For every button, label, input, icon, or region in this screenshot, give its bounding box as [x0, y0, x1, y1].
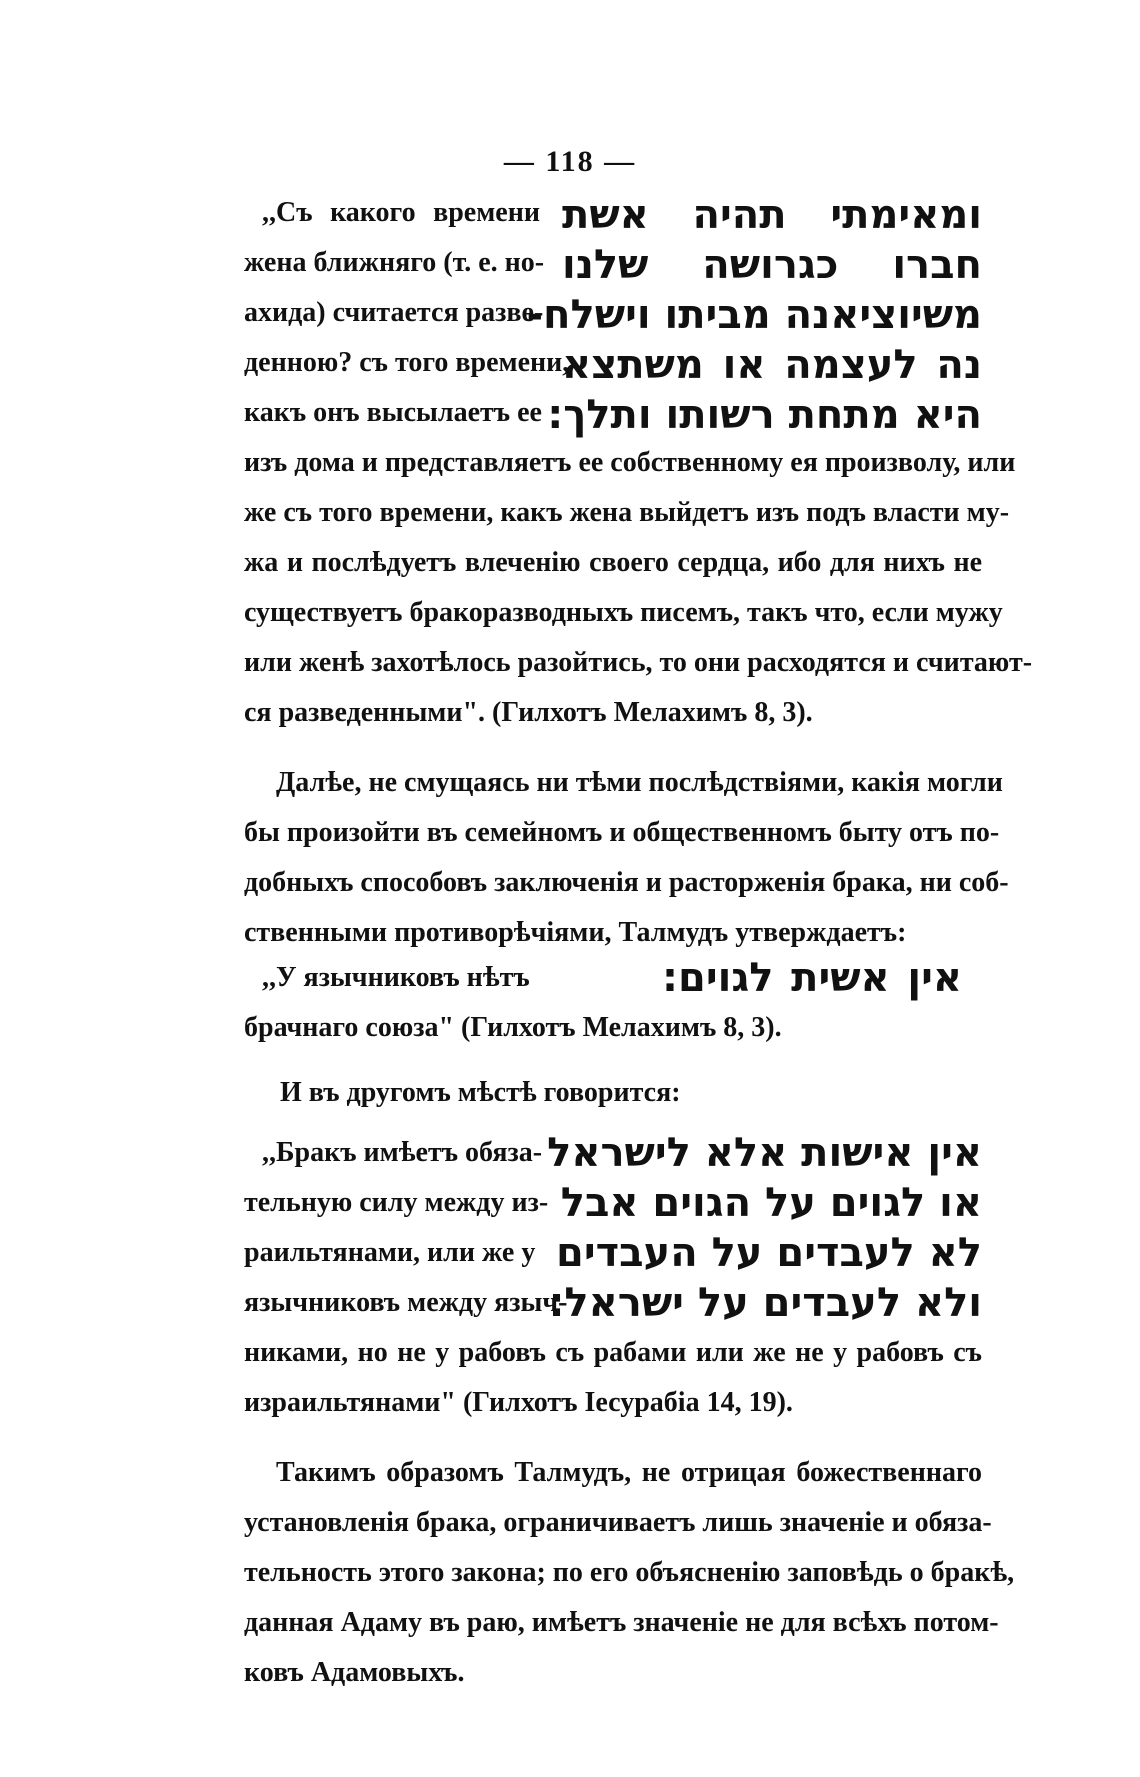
quote-1-russian-line: жена ближняго (т. е. но- — [244, 247, 545, 278]
quote-3-russian-line: раильтянами, или же у — [244, 1237, 536, 1268]
quote-1-russian-line: ахида) считается разве- — [244, 297, 544, 328]
quote-1-russian-line: какъ онъ высылаетъ ее — [244, 397, 542, 428]
quote-1-continuation-line: ся разведенными". (Гилхотъ Мелахимъ 8, 3). — [244, 697, 813, 728]
quote-1-continuation-line: же съ того времени, какъ жена выйдетъ изъ подъ власти му- — [244, 497, 1010, 528]
quote-1-continuation-line: изъ дома и представляетъ ее собственному ея произволу, или — [244, 447, 1016, 478]
quote-3-continuation-line: израильтянами" (Гилхотъ Іесурабіа 14, 19). — [244, 1387, 793, 1418]
quote-1-continuation-line: или женѣ захотѣлось разойтись, то они расходятся и считают- — [244, 647, 1033, 678]
paragraph-line: ственными противорѣчіями, Талмудъ утверждаетъ: — [244, 917, 907, 948]
paragraph-line: тельность этого закона; по его объясненію заповѣдь о бракѣ, — [244, 1557, 1015, 1588]
quote-1-continuation-line: существуетъ бракоразводныхъ писемъ, такъ что, если мужу — [244, 597, 1003, 628]
paragraph-line: ковъ Адамовыхъ. — [244, 1657, 465, 1688]
quote-3-hebrew-line: לא לעבדים על העבדים — [556, 1230, 982, 1276]
quote-1-hebrew-line: היא מתחת רשותו ותלך: — [547, 392, 982, 438]
quote-3-russian-line: тельную силу между из- — [244, 1187, 549, 1218]
quote-3-russian-line: язычниковъ между языч- — [244, 1287, 568, 1318]
paragraph-line: установленія брака, ограничиваетъ лишь значеніе и обяза- — [244, 1507, 992, 1538]
paragraph-2: И въ другомъ мѣстѣ говорится: — [280, 1077, 681, 1108]
quote-1-russian-line: денною? съ того времени, — [244, 347, 570, 378]
quote-3-russian-line: ,,Бракъ имѣетъ обяза- — [262, 1137, 543, 1168]
quote-2-hebrew: אין אשית לגוים: — [662, 955, 962, 1001]
paragraph-line: данная Адаму въ раю, имѣетъ значеніе не для всѣхъ потом- — [244, 1607, 999, 1638]
paragraph-line: бы произойти въ семейномъ и общественномъ быту отъ по- — [244, 817, 1000, 848]
paragraph-line: Далѣе, не смущаясь ни тѣми послѣдствіями, какія могли — [276, 767, 1003, 798]
quote-2-continuation: брачнаго союза" (Гилхотъ Мелахимъ 8, 3). — [244, 1012, 782, 1043]
quote-1-continuation-line: жа и послѣдуетъ влеченію своего сердца, ибо для нихъ не — [244, 547, 982, 578]
quote-3-hebrew-line: או לגוים על הגוים אבל — [560, 1180, 982, 1226]
quote-1-hebrew-line: חברו כגרושה שלנו — [562, 242, 982, 288]
page-number: — 118 — — [503, 145, 637, 178]
paragraph-line: добныхъ способовъ заключенія и расторженія брака, ни соб- — [244, 867, 1009, 898]
quote-1-hebrew-line: נה לעצמה או משתצא — [562, 342, 982, 388]
quote-3-hebrew-line: ולא לעבדים על ישראל: — [548, 1280, 982, 1326]
quote-1-hebrew-line: משיוציאנה מביתו וישלח- — [526, 292, 982, 338]
quote-1-russian-line: ,,Съ какого времени — [262, 197, 540, 228]
quote-3-continuation-line: никами, но не у рабовъ съ рабами или же не у рабовъ съ — [244, 1337, 982, 1368]
quote-1-hebrew-line: ומאימתי תהיה אשת — [562, 192, 982, 238]
quote-2-russian: ,,У язычниковъ нѣтъ — [262, 962, 530, 993]
paragraph-line: Такимъ образомъ Талмудъ, не отрицая божественнаго — [276, 1457, 982, 1488]
quote-3-hebrew-line: אין אישות אלא לישראל — [547, 1130, 982, 1176]
